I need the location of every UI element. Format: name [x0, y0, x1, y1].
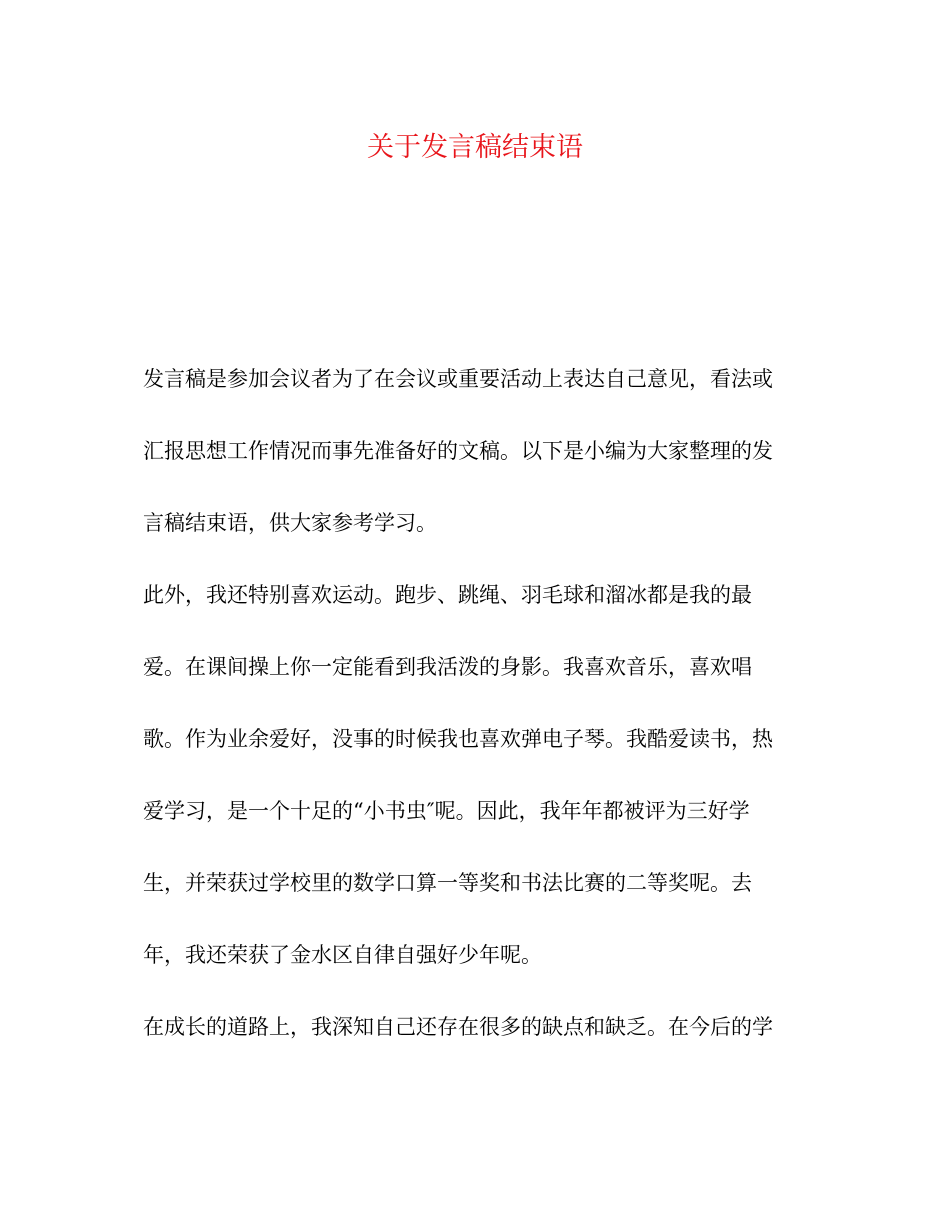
body-line-5: 爱。在课间操上你一定能看到我活泼的身影。我喜欢音乐，喜欢唱: [143, 655, 752, 679]
body-line-9: 年，我还荣获了金水区自律自强好少年呢。: [143, 943, 542, 967]
body-line-6: 歌。作为业余爱好，没事的时候我也喜欢弹电子琴。我酷爱读书，热: [143, 727, 773, 751]
body-line-10: 在成长的道路上，我深知自己还存在很多的缺点和缺乏。在今后的学: [143, 1015, 773, 1039]
body-line-4: 此外，我还特别喜欢运动。跑步、跳绳、羽毛球和溜冰都是我的最: [143, 583, 752, 607]
body-line-1: 发言稿是参加会议者为了在会议或重要活动上表达自己意见，看法或: [143, 367, 773, 391]
body-line-7: 爱学习，是一个十足的“小书虫″呢。因此，我年年都被评为三好学: [143, 799, 750, 823]
body-line-3: 言稿结束语，供大家参考学习。: [143, 511, 437, 535]
document-title: 关于发言稿结束语: [367, 132, 583, 163]
body-line-8: 生，并荣获过学校里的数学口算一等奖和书法比赛的二等奖呢。去: [143, 871, 752, 895]
body-line-2: 汇报思想工作情况而事先准备好的文稿。以下是小编为大家整理的发: [143, 439, 773, 463]
